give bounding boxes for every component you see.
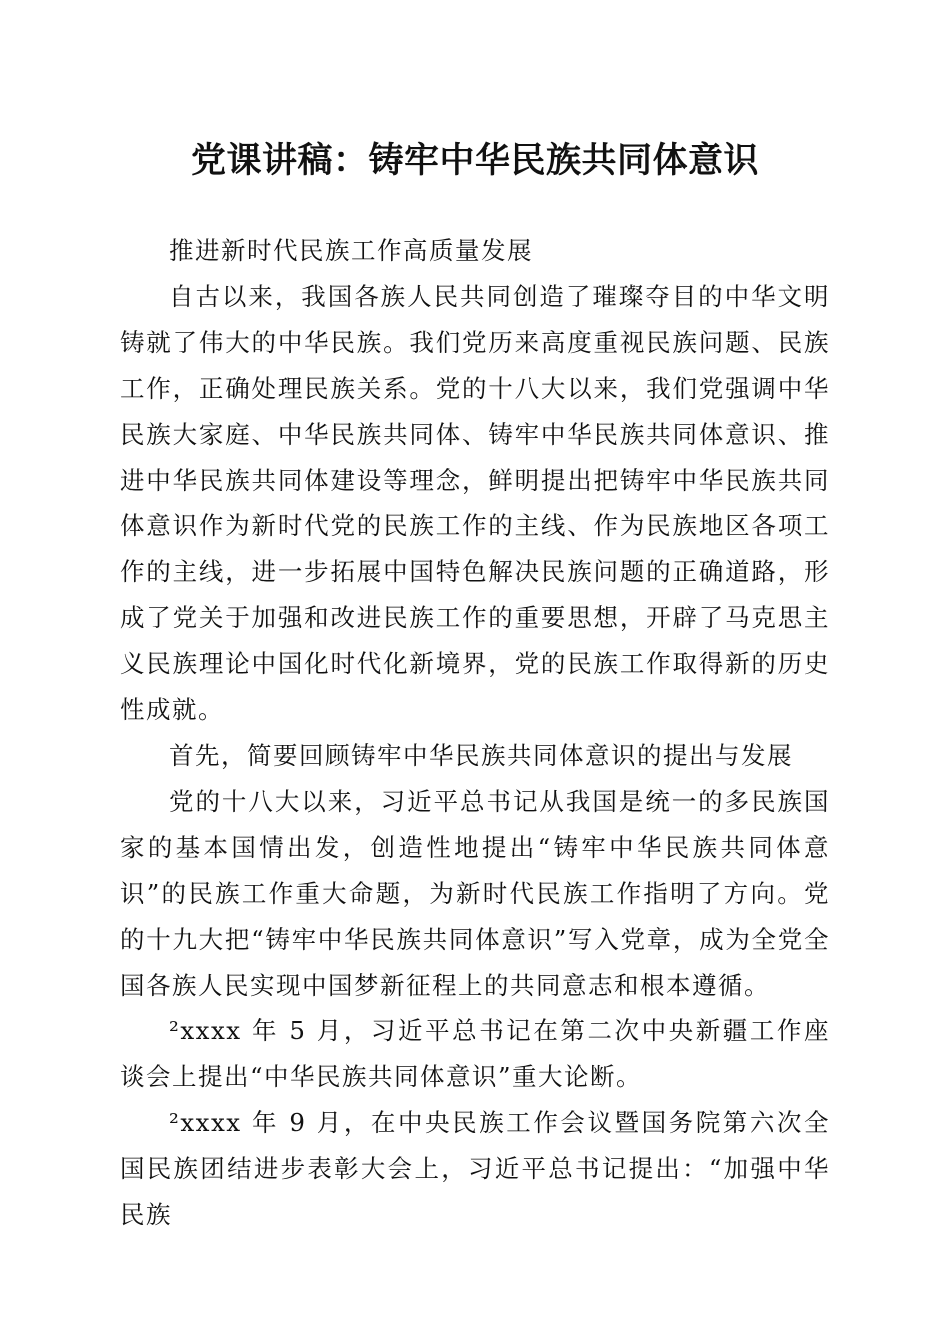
section-heading: 首先，简要回顾铸牢中华民族共同体意识的提出与发展 <box>169 740 793 770</box>
body-paragraph: ²xxxx 年 9 月，在中央民族工作会议暨国务院第六次全国民族团结进步表彰大会上，习近平总书记提出：“加强中华民族 <box>120 1108 830 1230</box>
document-body <box>120 228 830 1238</box>
section-heading: 推进新时代民族工作高质量发展 <box>169 236 533 265</box>
body-paragraph: ²xxxx 年 5 月，习近平总书记在第二次中央新疆工作座谈会上提出“中华民族共同体意识”重大论断。 <box>120 1016 830 1092</box>
page-title: 党课讲稿：铸牢中华民族共同体意识 <box>190 140 759 181</box>
body-paragraph: 自古以来，我国各族人民共同创造了璀璨夺目的中华文明铸就了伟大的中华民族。我们党历来高度重视民族问题、民族工作，正确处理民族关系。党的十八大以来，我们党强调中华民族大家庭、中华民族共同体、铸牢中华民族共同体意识、推进中华民族共同体建设等理念，鲜明提出把铸牢中华民族共同体意识作为新时代党的民族工作的主线、作为民族地区各项工作的主线，进一步拓展中国特色解决民族问题的正确道路，形成了党关于加强和改进民族工作的重要思想，开辟了马克思主义民族理论中国化时代化新境界，党的民族工作取得新的历史性成就。 <box>120 281 830 725</box>
body-paragraph: 党的十八大以来，习近平总书记从我国是统一的多民族国家的基本国情出发，创造性地提出“铸牢中华民族共同体意识”的民族工作重大命题，为新时代民族工作指明了方向。党的十九大把“铸牢中华民族共同体意识”写入党章，成为全党全国各族人民实现中国梦新征程上的共同意志和根本遵循。 <box>120 786 830 1000</box>
